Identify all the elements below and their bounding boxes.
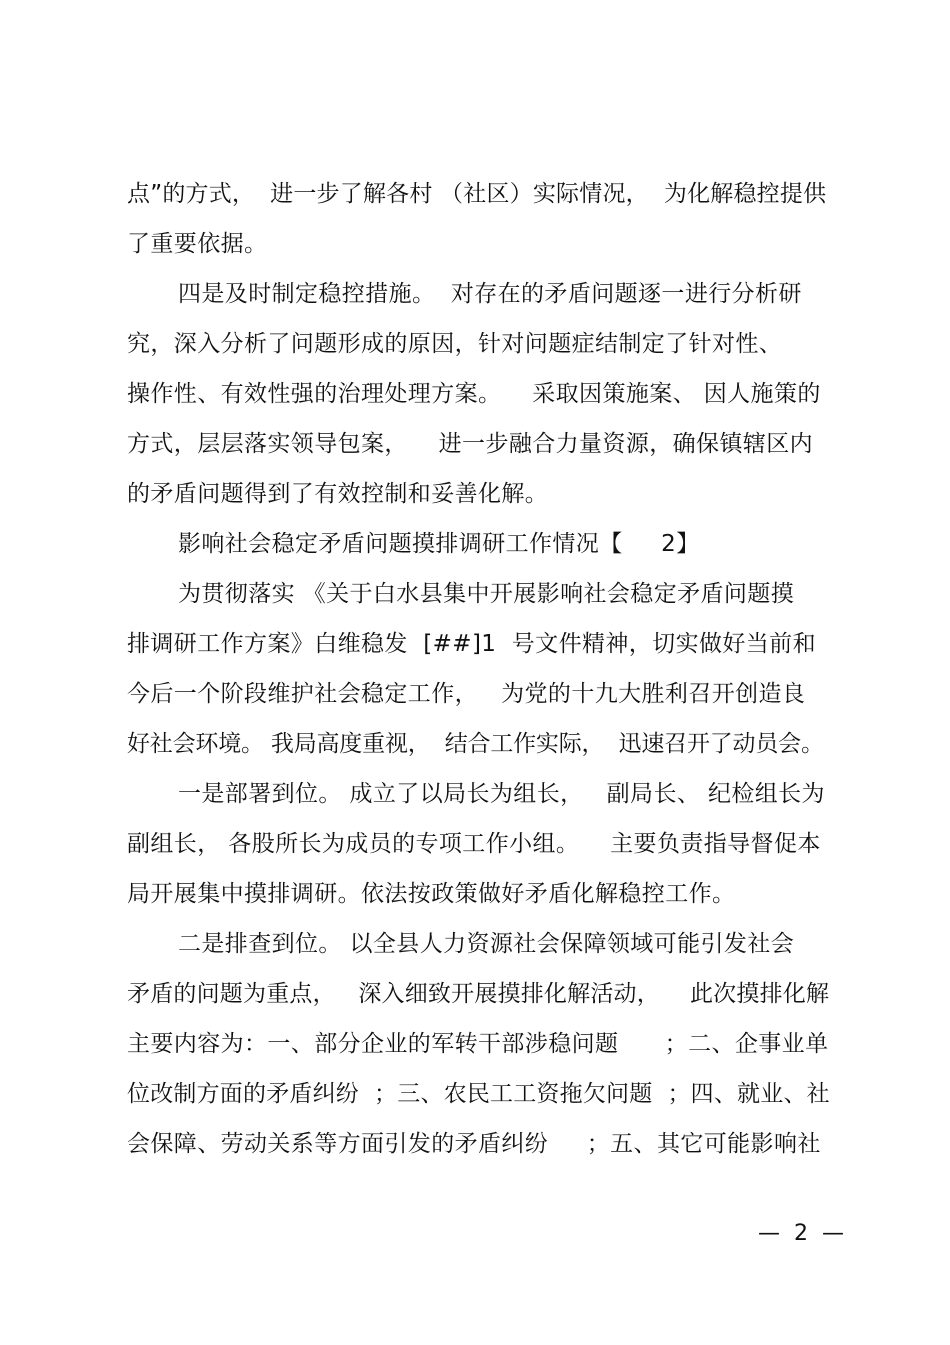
text-line: 方式，层层落实领导包案， 进一步融合力量资源，确保镇辖区内 <box>127 431 814 457</box>
text-line: 了重要依据。 <box>127 231 268 257</box>
text-line: 究，深入分析了问题形成的原因，针对问题症结制定了针对性、 <box>127 331 783 357</box>
text-line: 四是及时制定稳控措施。 对存在的矛盾问题逐一进行分析研 <box>178 281 802 307</box>
text-line: 点”的方式， 进一步了解各村 （社区）实际情况， 为化解稳控提供 <box>127 181 827 207</box>
text-line: 为贯彻落实 《关于白水县集中开展影响社会稳定矛盾问题摸 <box>178 581 795 607</box>
text-line: 排调研工作方案》白维稳发 [##]1 号文件精神，切实做好当前和 <box>127 631 816 657</box>
text-line: 主要内容为：一、部分企业的军转干部涉稳问题 ；二、企事业单 <box>127 1031 829 1057</box>
text-line: 局开展集中摸排调研。依法按政策做好矛盾化解稳控工作。 <box>127 881 736 907</box>
text-line: 的矛盾问题得到了有效控制和妥善化解。 <box>127 481 549 507</box>
text-line: 二是排查到位。 以全县人力资源社会保障领域可能引发社会 <box>178 931 795 957</box>
text-line: 好社会环境。 我局高度重视， 结合工作实际， 迅速召开了动员会。 <box>127 731 824 757</box>
text-line: 副组长， 各股所长为成员的专项工作小组。 主要负责指导督促本 <box>127 831 821 857</box>
text-line: 一是部署到位。 成立了以局长为组长， 副局长、 纪检组长为 <box>178 781 825 807</box>
text-line: 会保障、劳动关系等方面引发的矛盾纠纷 ；五、其它可能影响社 <box>127 1131 821 1157</box>
text-line: 操作性、有效性强的治理处理方案。 采取因策施案、 因人施策的 <box>127 381 821 407</box>
text-line: 位改制方面的矛盾纠纷 ；三、农民工工资拖欠问题 ；四、就业、社 <box>127 1081 830 1107</box>
text-line: 矛盾的问题为重点， 深入细致开展摸排化解活动， 此次摸排化解 <box>127 981 830 1007</box>
section-heading: 影响社会稳定矛盾问题摸排调研工作情况【 2】 <box>178 531 700 557</box>
text-line: 今后一个阶段维护社会稳定工作， 为党的十九大胜利召开创造良 <box>127 681 806 707</box>
page-number: — 2 — <box>758 1221 844 1246</box>
